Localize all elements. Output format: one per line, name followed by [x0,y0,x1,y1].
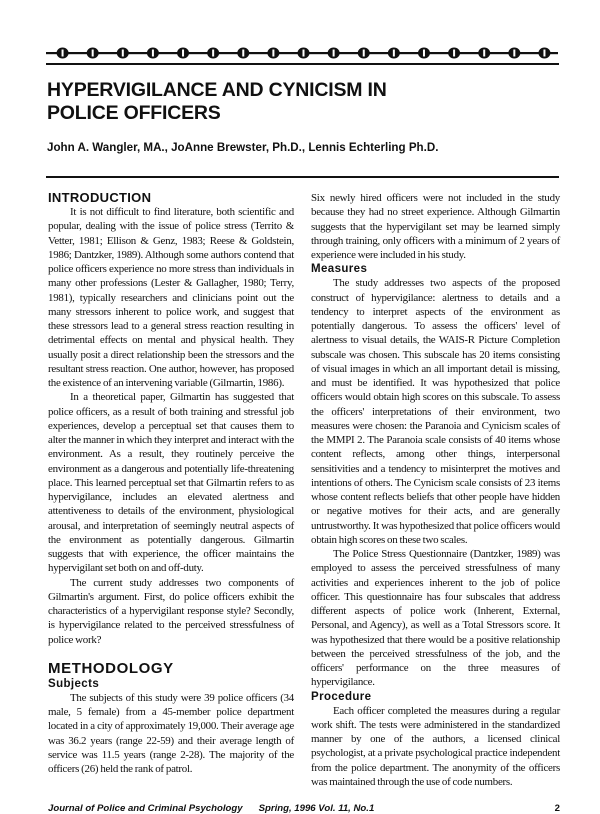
left-column [48,191,294,776]
subjects-heading: Subjects [48,677,100,690]
measures-heading: Measures [311,263,368,276]
chain-link-notch [363,50,365,57]
title-line-1: HYPERVIGILANCE AND CYNICISM IN [47,79,387,101]
chain-link-notch [423,50,425,57]
issue-info: Spring, 1996 Vol. 11, No.1 [258,803,375,814]
chain-link-notch [212,50,214,57]
page-footer [48,803,560,814]
intro-paragraph-3: The current study addresses two components of Gilmartin's argument. First, do police officers exhibit the characteristics of a hypervigilant response style? Secondly, is hypervigilance related to the perceived stressfulness of police work? [48,576,294,646]
chain-link-notch [242,50,244,57]
two-column-layout [48,191,560,789]
right-column [311,191,560,789]
chain-link-notch [272,50,274,57]
decorative-chain-border [46,46,558,60]
chain-link-notch [393,50,395,57]
article-body [48,191,560,814]
measures-paragraph-2: The Police Stress Questionnaire (Dantzker, 1989) was employed to assess the perceived stressfulness of many activities and experiences inherent to the job of police officer. This questionnaire has four subscales that address different aspects of police work (Inherent, External, Personal, and Agency), as well as a Total Stressors score. It was hypothesized that there would be a positive relationship between the perceived stressfulness of the job, and the officers' performance on the three measures of hypervigilance. [311,548,560,689]
page-number: 2 [554,803,560,814]
methodology-heading: METHODOLOGY [48,659,174,677]
chain-link-notch [62,50,64,57]
article-title [47,79,387,125]
chain-link-notch [543,50,545,57]
measures-paragraph-1: The study addresses two aspects of the proposed construct of hypervigilance: alertness to details and a tendency to interpret aspects of the environment as potentially dangerous. To assess the officers' level of alertness to visual details, the WAIS-R Picture Completion subscale was chosen. This subscale has 20 items consisting of visual images in which an all important detail is missing, and must be identified. It was hypothesized that police officers would obtain high scores on this subscale. To assess the officers' interpretations of their environment, two measures were chosen: the Paranoia and Cynicism scales of the MMPI 2. The Paranoia scale consists of 40 items whose content reflects, among other things, interpersonal sensitivities and a tendency to misinterpret the motives and intentions of others. The Cynicism scale consists of 23 items whose content reflects beliefs that other people have hidden or negative motives for their acts, and are generally untrustworthy. It was hypothesized that police officers would obtain high scores on these two scales. [311,277,560,546]
subjects-paragraph: The subjects of this study were 39 police officers (34 male, 5 female) from a 45-member police department located in a city of approximately 19,000. Their average age was 36.2 years (range 22-59) and their average length of service was 11.5 years (range 2-28). The majority of the officers (26) held the rank of patrol. [48,691,294,775]
procedure-heading: Procedure [311,690,372,703]
journal-name: Journal of Police and Criminal Psychology [48,803,243,814]
chain-link-notch [333,50,335,57]
chain-link-notch [483,50,485,57]
procedure-paragraph: Each officer completed the measures during a regular work shift. The tests were administered in the standardized manner by one of the authors, a licensed clinical psychologist, at a private psychological practice independent from the police department. The anonymity of the officers was maintained through the use of code numbers. [311,704,560,788]
chain-link-notch [92,50,94,57]
author-list: John A. Wangler, MA., JoAnne Brewster, Ph.D., Lennis Echterling Ph.D. [47,141,439,154]
intro-paragraph-2: In a theoretical paper, Gilmartin has suggested that police officers, as a result of both training and stressful job experiences, develop a perceptual set that causes them to alter the manner in which they interpret and interact with the environment. As a result, they routinely perceive the environment as a dangerous and potentially life-threatening place. This learned perceptual set that Gilmartin refers to as hypervigilance, includes an elevated alertness and attentiveness to details of the environment, physiological arousal, and interpretation of seemingly neutral aspects of the environment as potentially dangerous. Gilmartin suggests that with experience, the officer maintains the hypervigilant set both on and off-duty. [48,391,294,575]
chain-link-notch [453,50,455,57]
introduction-heading: INTRODUCTION [48,190,152,205]
intro-paragraph-1: It is not difficult to find literature, both scientific and popular, dealing with the issue of police stress (Territo & Vetter, 1981; Ellison & Genz, 1983; Reese & Goldstein, 1986; Dantzker, 1989). Although some authors contend that police officers experience no more stress than individuals in many other professions (Lester & Gallagher, 1980; Terry, 1981), typically researchers and clinicians point out the many stressors inherent to police work, and suggest that these stressors lead to a general stress reaction resulting in detrimental effects on mental and physical health. They usually posit a direct relationship been the stressors and the resultant stress reaction. One author, however, has proposed the existence of an intervening variable (Gilmartin, 1986). [48,206,294,389]
header-rule [46,63,559,65]
chain-link-notch [182,50,184,57]
chain-link-notch [152,50,154,57]
chain-link-notch [513,50,515,57]
title-rule [46,176,559,178]
title-line-2: POLICE OFFICERS [47,102,221,124]
chain-link-notch [122,50,124,57]
chain-link-notch [303,50,305,57]
continuation-paragraph: Six newly hired officers were not included in the study because they had no street experience. Although Gilmartin suggests that the hypervigilant set may be learned simply through training, only officers with a minimum of 2 years of experience were included in his study. [311,192,560,261]
